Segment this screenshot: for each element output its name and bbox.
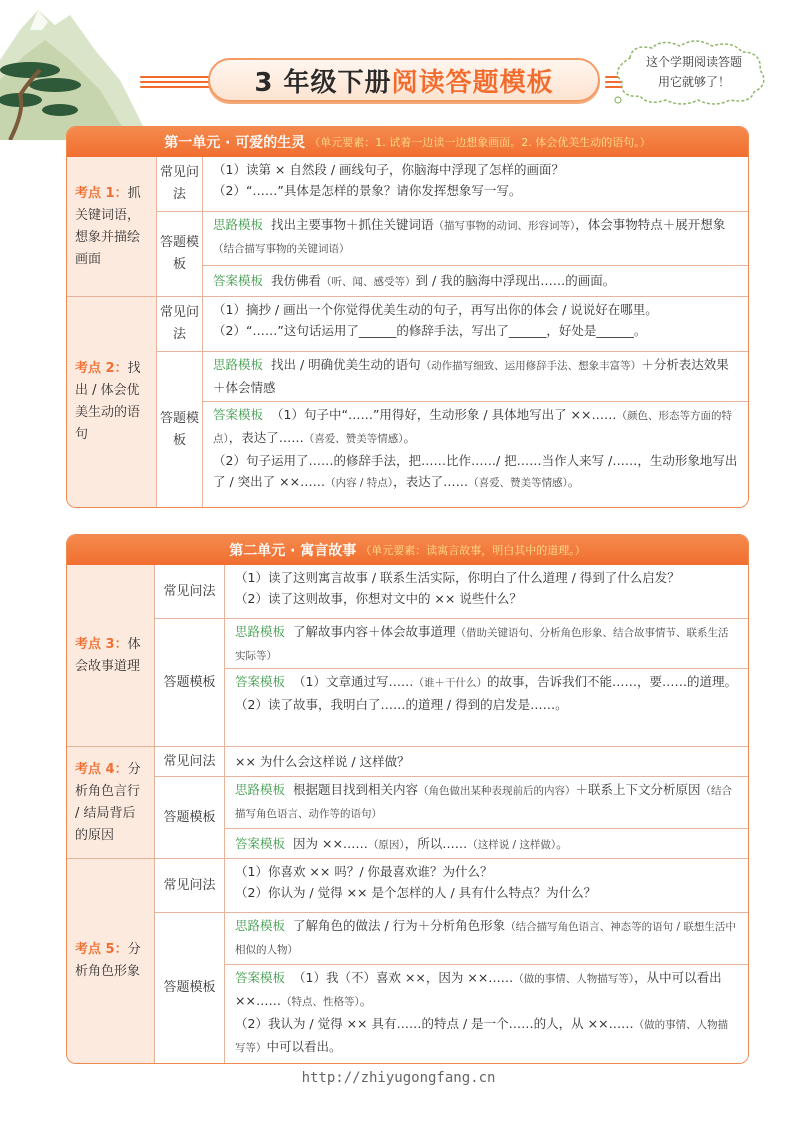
kaodian-3-number: 考点 3： <box>75 636 128 652</box>
k2-idea-c: ＋分析表达效果＋体会情感 <box>213 357 729 395</box>
unit-2-name: 第二单元 · 寓言故事 <box>229 543 357 559</box>
k1-idea-c: ，体会事物特点＋展开想象 <box>575 217 726 232</box>
k2-ans2-b: （内容 / 特点） <box>325 477 394 489</box>
k1-template-label: 答题模板 <box>157 212 203 297</box>
k5-question-1: （1）你喜欢 ×× 吗？/ 你最喜欢谁？为什么？ <box>235 864 493 879</box>
unit-2-header <box>67 535 748 565</box>
k5-questions <box>225 859 748 913</box>
cloud-text <box>630 52 758 92</box>
k2-question-1: （1）摘抄 / 画出一个你觉得优美生动的句子，再写出你的体会 / 说说好在哪里。 <box>213 302 658 317</box>
k3-idea-template <box>225 619 748 669</box>
unit-1-grid <box>67 157 748 507</box>
k4-idea-b: （角色做出某种表现前后的内容） <box>418 785 576 797</box>
kaodian-1-text: 抓关键词语，想象并描绘画面 <box>75 185 141 267</box>
k1-ans-b: （听、闻、感受等） <box>321 276 416 288</box>
k3-ans1-c: 的故事，告诉我们不能……，要……的道理。 <box>486 674 737 689</box>
k1-idea-b: （描写事物的动词、形容词等） <box>433 220 576 232</box>
cloud-line-1: 这个学期阅读答题 <box>645 55 742 69</box>
k1-questions <box>203 157 748 212</box>
unit-1-requirement: （单元要素：1. 试着一边读一边想象画面。2. 体会优美生动的语句。） <box>309 136 651 149</box>
title-topic: 阅读答题模板 <box>391 67 554 98</box>
k4-idea-a: 根据题目找到相关内容 <box>293 782 419 797</box>
k1-idea-template <box>203 212 748 266</box>
k3-ans2: （2）读了故事，我明白了……的道理 / 得到的启发是……。 <box>235 697 568 712</box>
k1-idea-a: 找出主要事物＋抓住关键词语 <box>271 217 434 232</box>
title-grade: 3 年级下册 <box>254 67 392 98</box>
k4-question-label: 常见问法 <box>155 747 225 777</box>
kaodian-3-label <box>67 565 155 747</box>
k2-template-label: 答题模板 <box>157 352 203 507</box>
k3-question-1: （1）读了这则寓言故事 / 联系生活实际，你明白了什么道理 / 得到了什么启发？ <box>235 570 680 585</box>
k3-idea-a: 了解故事内容＋体会故事道理 <box>293 624 456 639</box>
k4-questions <box>225 747 748 777</box>
k3-ans1-b: （谁＋干什么） <box>413 677 487 689</box>
unit-2-grid <box>67 565 748 1063</box>
k1-question-2: （2）“……”具体是怎样的景象？请你发挥想象写一写。 <box>213 183 522 198</box>
k5-ans2-b: （做的事情、人物描写等） <box>235 1019 729 1054</box>
k5-answer-template <box>225 965 748 1063</box>
k1-ans-a: 我仿佛看 <box>271 273 322 288</box>
kaodian-4-label <box>67 747 155 859</box>
k2-answer-template <box>203 402 748 507</box>
k4-template-label: 答题模板 <box>155 777 225 859</box>
k4-question-1: ×× 为什么会这样说 / 这样做？ <box>235 754 410 769</box>
k4-ans-a: 因为 ××…… <box>293 836 368 851</box>
k5-ans1-c: ，从中可以看出 ××…… <box>235 970 722 1008</box>
kaodian-3-text: 体会故事道理 <box>75 636 141 674</box>
k1-question-label: 常见问法 <box>157 157 203 212</box>
k2-ans1-a: （1）句子中“……”用得好，生动形象 / 具体地写出了 ××…… <box>271 407 617 422</box>
mountain-pine-illustration <box>0 0 150 140</box>
k3-answer-template <box>225 669 748 747</box>
k2-ans1-b: （颜色、形态等方面的特点） <box>213 410 732 445</box>
footer-url: http://zhiyugongfang.cn <box>301 1070 496 1086</box>
unit-1-header <box>67 127 748 157</box>
kaodian-2-number: 考点 2： <box>75 361 128 376</box>
k2-idea-template <box>203 352 748 402</box>
k5-template-label: 答题模板 <box>155 913 225 1063</box>
k2-ans2-e: 。 <box>567 474 581 489</box>
k3-idea-tag: 思路模板 <box>235 624 286 639</box>
k3-question-2: （2）读了这则故事，你想对文中的 ×× 说些什么？ <box>235 591 522 606</box>
k2-ans2-a: （2）句子运用了……的修辞手法，把……比作……/ 把……当作人来写 /……，生动形象地写出了 / 突出了 ××…… <box>213 453 738 489</box>
k4-answer-template <box>225 829 748 859</box>
k2-questions <box>203 297 748 352</box>
kaodian-5-number: 考点 5： <box>75 942 128 957</box>
unit-2-requirement: （单元要素：读寓言故事，明白其中的道理。） <box>360 544 586 557</box>
k5-ans1-d: （特点、性格等） <box>280 996 360 1008</box>
k4-ans-e: 。 <box>556 836 569 851</box>
k5-idea-a: 了解角色的做法 / 行为＋分析角色形象 <box>293 918 506 933</box>
k3-ans1-a: （1）文章通过写…… <box>293 674 414 689</box>
k4-ans-c: ，所以…… <box>404 836 468 851</box>
kaodian-2-label <box>67 297 157 507</box>
k2-ans1-d: （喜爱、赞美等情感） <box>303 433 404 445</box>
k5-ans1-a: （1）我（不）喜欢 ××，因为 ××…… <box>293 970 514 985</box>
k4-idea-d: （结合描写角色语言、动作等的语句） <box>235 785 733 820</box>
k5-idea-b: （结合描写角色语言、神态等的语句 / 联想生活中相似的人物） <box>235 921 736 956</box>
k5-idea-tag: 思路模板 <box>235 918 286 933</box>
k4-idea-tag: 思路模板 <box>235 782 286 797</box>
k5-ans2-c: 中可以看出。 <box>266 1039 342 1054</box>
k2-answer-tag: 答案模板 <box>213 407 264 422</box>
k3-questions <box>225 565 748 619</box>
k4-answer-tag: 答案模板 <box>235 836 286 851</box>
k4-ans-b: （原因） <box>367 839 405 851</box>
k2-ans1-c: ，表达了…… <box>228 430 304 445</box>
k5-ans1-b: （做的事情、人物描写等） <box>513 973 635 985</box>
k5-question-2: （2）你认为 / 觉得 ×× 是个怎样的人 / 具有什么特点？为什么？ <box>235 885 597 900</box>
k2-ans2-c: ，表达了…… <box>393 474 469 489</box>
kaodian-2-text: 找出 / 体会优美生动的语句 <box>75 361 141 442</box>
kaodian-5-text: 分析角色形象 <box>75 942 141 979</box>
k1-idea-tag: 思路模板 <box>213 217 264 232</box>
k2-idea-a: 找出 / 明确优美生动的语句 <box>271 357 421 372</box>
k5-question-label: 常见问法 <box>155 859 225 913</box>
k3-idea-b: （借助关键语句、分析角色形象、结合故事情节、联系生活实际等） <box>235 627 729 662</box>
title-decoration-left <box>140 76 210 90</box>
k5-answer-tag: 答案模板 <box>235 970 286 985</box>
k1-answer-template <box>203 266 748 297</box>
k5-ans1-e: 。 <box>359 993 373 1008</box>
kaodian-1-number: 考点 1： <box>75 185 128 201</box>
k1-answer-tag: 答案模板 <box>213 273 264 288</box>
k2-question-2: （2）“……”这句话运用了______的修辞手法，写出了______，好处是______。 <box>213 323 647 338</box>
k5-idea-template <box>225 913 748 965</box>
cloud-line-2: 用它就够了！ <box>657 75 730 89</box>
k5-ans2-a: （2）我认为 / 觉得 ×× 具有……的特点 / 是一个……的人，从 ××…… <box>235 1016 634 1031</box>
k4-idea-c: ＋联系上下文分析原因 <box>575 782 701 797</box>
k2-idea-b: （动作描写细致、运用修辞手法、想象丰富等） <box>420 360 642 372</box>
k3-answer-tag: 答案模板 <box>235 674 286 689</box>
kaodian-4-text: 分析角色言行 / 结局背后的原因 <box>75 761 141 843</box>
unit-1-name: 第一单元 · 可爱的生灵 <box>164 135 306 151</box>
k3-template-label: 答题模板 <box>155 619 225 747</box>
kaodian-4-number: 考点 4： <box>75 761 128 777</box>
k4-ans-d: （这样说 / 这样做） <box>467 839 557 851</box>
k1-idea-d: （结合描写事物的关键词语） <box>213 243 350 255</box>
k1-question-1: （1）读第 × 自然段 / 画线句子，你脑海中浮现了怎样的画面？ <box>213 162 565 177</box>
k4-idea-template <box>225 777 748 829</box>
unit-1-section <box>66 126 749 508</box>
k2-ans2-d: （喜爱、赞美等情感） <box>468 477 568 489</box>
k2-idea-tag: 思路模板 <box>213 357 264 372</box>
k2-question-label: 常见问法 <box>157 297 203 352</box>
kaodian-1-label <box>67 157 157 297</box>
kaodian-5-label <box>67 859 155 1063</box>
k2-ans1-e: 。 <box>403 430 417 445</box>
unit-2-section <box>66 534 749 1064</box>
page-title <box>208 58 600 102</box>
k1-ans-c: 到 / 我的脑海中浮现出……的画面。 <box>415 273 616 288</box>
k3-question-label: 常见问法 <box>155 565 225 619</box>
